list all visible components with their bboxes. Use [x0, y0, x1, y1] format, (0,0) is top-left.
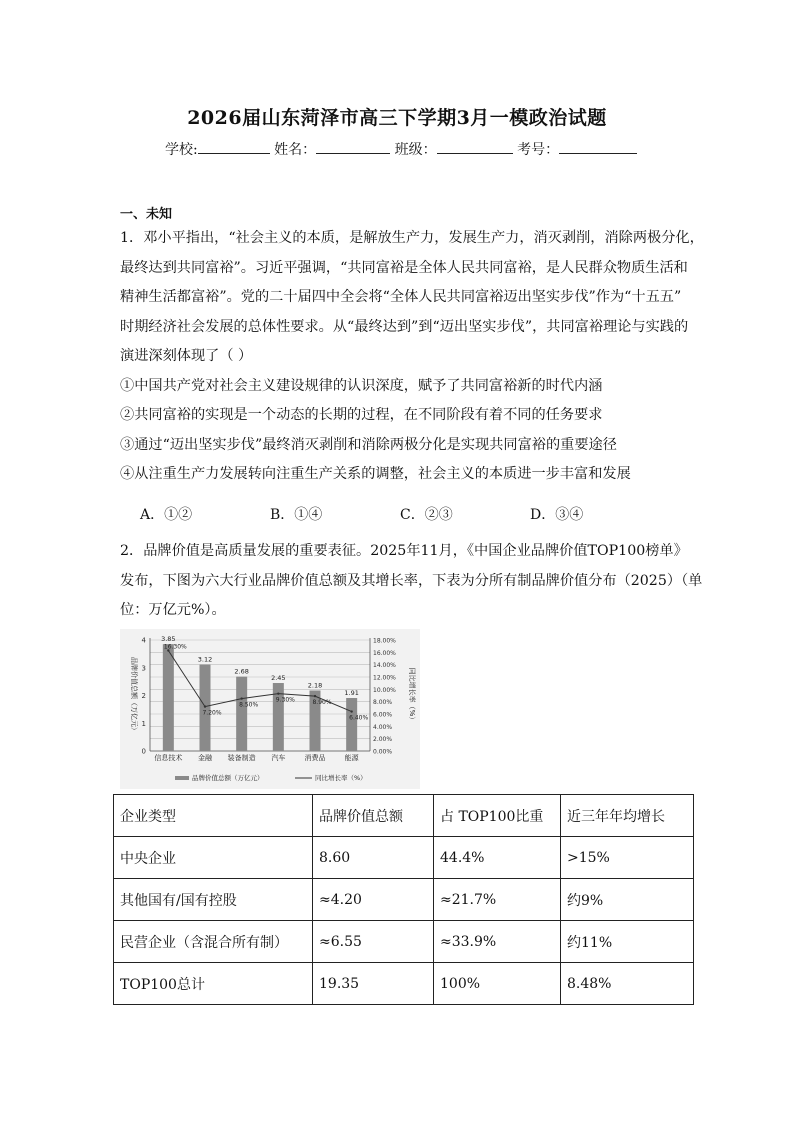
- ownership-table: [113, 794, 694, 1005]
- class-label: 班级：: [394, 142, 437, 158]
- section-heading: 一、未知: [120, 207, 173, 222]
- table-cell: 44.4%: [434, 837, 561, 879]
- question-1: [120, 224, 704, 490]
- page-title: 2026届山东菏泽市高三下学期3月一模政治试题: [187, 107, 607, 129]
- question-2: [120, 537, 703, 626]
- x-tick-label: 金融: [198, 754, 212, 762]
- bar: [163, 644, 174, 751]
- q1-options: [140, 504, 660, 524]
- growth-value-label: 6.40%: [349, 714, 369, 722]
- table-cell: 约9%: [561, 879, 694, 921]
- growth-value-label: 8.90%: [312, 699, 332, 707]
- legend-bar-label: 品牌价值总额（万亿元）: [192, 774, 264, 782]
- table-row: [114, 963, 694, 1005]
- x-tick-label: 汽车: [271, 754, 286, 762]
- bar: [236, 677, 247, 751]
- growth-value-label: 16.30%: [163, 643, 187, 651]
- y2-tick-label: 12.00%: [373, 674, 396, 682]
- bar: [346, 698, 357, 751]
- y2-tick-label: 14.00%: [373, 662, 396, 670]
- bar-value-label: 3.85: [161, 635, 176, 644]
- q1-line: 演进深刻体现了（ ）: [120, 348, 253, 364]
- table-cell: ≈6.55: [313, 921, 434, 963]
- y2-tick-label: 4.00%: [373, 723, 393, 731]
- option-d[interactable]: D．③④: [530, 507, 584, 523]
- table-cell: 8.48%: [561, 963, 694, 1005]
- q1-statement: ①中国共产党对社会主义建设规律的认识深度，赋予了共同富裕新的时代内涵: [120, 377, 603, 394]
- growth-point: [240, 697, 242, 699]
- x-tick-label: 信息技术: [154, 754, 183, 762]
- x-tick-label: 能源: [344, 754, 359, 762]
- y-tick-label: 4: [141, 636, 146, 645]
- x-tick-label: 装备制造: [227, 754, 256, 762]
- growth-value-label: 9.30%: [275, 696, 295, 704]
- table-row: [114, 879, 694, 921]
- number-label: 考号：: [517, 142, 560, 158]
- option-c[interactable]: C．②③: [400, 507, 453, 523]
- y2-tick-label: 0.00%: [373, 748, 393, 756]
- y-tick-label: 0: [141, 747, 146, 756]
- y2-axis-title: 同比增长率（%）: [408, 667, 416, 724]
- q1-line: 精神生活都富裕”。党的二十届四中全会将“全体人民共同富裕迈出坚实步伐”作为“十五五”: [120, 289, 682, 305]
- y2-tick-label: 8.00%: [373, 699, 393, 707]
- growth-value-label: 7.20%: [202, 709, 222, 717]
- y2-tick-label: 2.00%: [373, 736, 393, 744]
- school-blank[interactable]: [198, 139, 270, 154]
- q1-statement: ②共同富裕的实现是一个动态的长期的过程，在不同阶段有着不同的任务要求: [120, 407, 603, 423]
- legend-bar-swatch: [175, 776, 189, 780]
- table-header-cell: 占 TOP100比重: [434, 795, 561, 837]
- table-cell: 中央企业: [114, 837, 313, 879]
- table-header-cell: 近三年年均增长: [561, 795, 694, 837]
- q1-statement: ③通过“迈出坚实步伐”最终消灭剥削和消除两极分化是实现共同富裕的重要途径: [120, 436, 617, 453]
- table-header-row: [114, 795, 694, 837]
- table-cell: 19.35: [313, 963, 434, 1005]
- industry-brand-chart: [120, 629, 420, 789]
- number-blank[interactable]: [559, 139, 637, 154]
- class-blank[interactable]: [437, 139, 513, 154]
- school-label: 学校:: [165, 142, 198, 158]
- bar-value-label: 2.18: [307, 681, 323, 690]
- y-tick-label: 1: [141, 719, 146, 728]
- table-cell: TOP100总计: [114, 963, 313, 1005]
- q2-line: 发布，下图为六大行业品牌价值总额及其增长率，下表为分所有制品牌价值分布（2025）（单: [120, 572, 703, 589]
- bar-value-label: 1.91: [344, 688, 359, 697]
- table-cell: 民营企业（含混合所有制）: [114, 921, 313, 963]
- student-info-row: [165, 139, 637, 159]
- option-a[interactable]: A．①②: [140, 507, 193, 523]
- growth-point: [204, 705, 206, 707]
- table-cell: ≈4.20: [313, 879, 434, 921]
- table-cell: 8.60: [313, 837, 434, 879]
- q2-line: 2．品牌价值是高质量发展的重要表征。2025年11月，《中国企业品牌价值TOP100榜单》: [120, 543, 688, 559]
- q2-line: 位：万亿元%）。: [120, 602, 226, 618]
- y2-tick-label: 6.00%: [373, 711, 393, 719]
- table-cell: 其他国有/国有控股: [114, 879, 313, 921]
- chart-svg: [120, 629, 420, 789]
- q1-line: 1．邓小平指出，“社会主义的本质，是解放生产力，发展生产力，消灭剥削，消除两极分化，: [120, 230, 704, 246]
- y-tick-label: 3: [141, 664, 146, 673]
- growth-point: [314, 695, 316, 697]
- legend-line-label: 同比增长率（%）: [315, 774, 367, 782]
- bar-value-label: 2.68: [234, 667, 249, 676]
- name-label: 姓名：: [274, 142, 317, 158]
- bar-value-label: 2.45: [271, 674, 286, 683]
- y2-tick-label: 18.00%: [373, 637, 396, 645]
- y2-tick-label: 10.00%: [373, 686, 396, 694]
- q1-line: 时期经济社会发展的总体性要求。从“最终达到”到“迈出坚实步伐”，共同富裕理论与实践的: [120, 318, 689, 335]
- table-cell: ≈21.7%: [434, 879, 561, 921]
- option-b[interactable]: B．①④: [270, 507, 323, 523]
- growth-point: [277, 692, 279, 694]
- table-row: [114, 837, 694, 879]
- table-cell: 约11%: [561, 921, 694, 963]
- q1-line: 最终达到共同富裕”。习近平强调，“共同富裕是全体人民共同富裕，是人民群众物质生活和: [120, 259, 688, 276]
- x-tick-label: 消费品: [304, 754, 326, 762]
- y-tick-label: 2: [141, 692, 146, 700]
- table-header-cell: 品牌价值总额: [313, 795, 434, 837]
- name-blank[interactable]: [316, 139, 390, 154]
- y-axis-title: 品牌价值总额（万亿元）: [130, 657, 138, 734]
- q1-statement: ④从注重生产力发展转向注重生产关系的调整，社会主义的本质进一步丰富和发展: [120, 466, 631, 482]
- growth-value-label: 8.50%: [239, 701, 259, 709]
- table-cell: 100%: [434, 963, 561, 1005]
- growth-point: [350, 710, 352, 712]
- table-cell: ≈33.9%: [434, 921, 561, 963]
- bar-value-label: 3.12: [197, 655, 213, 664]
- table-header-cell: 企业类型: [114, 795, 313, 837]
- y2-tick-label: 16.00%: [373, 649, 396, 657]
- table-cell: >15%: [561, 837, 694, 879]
- table-row: [114, 921, 694, 963]
